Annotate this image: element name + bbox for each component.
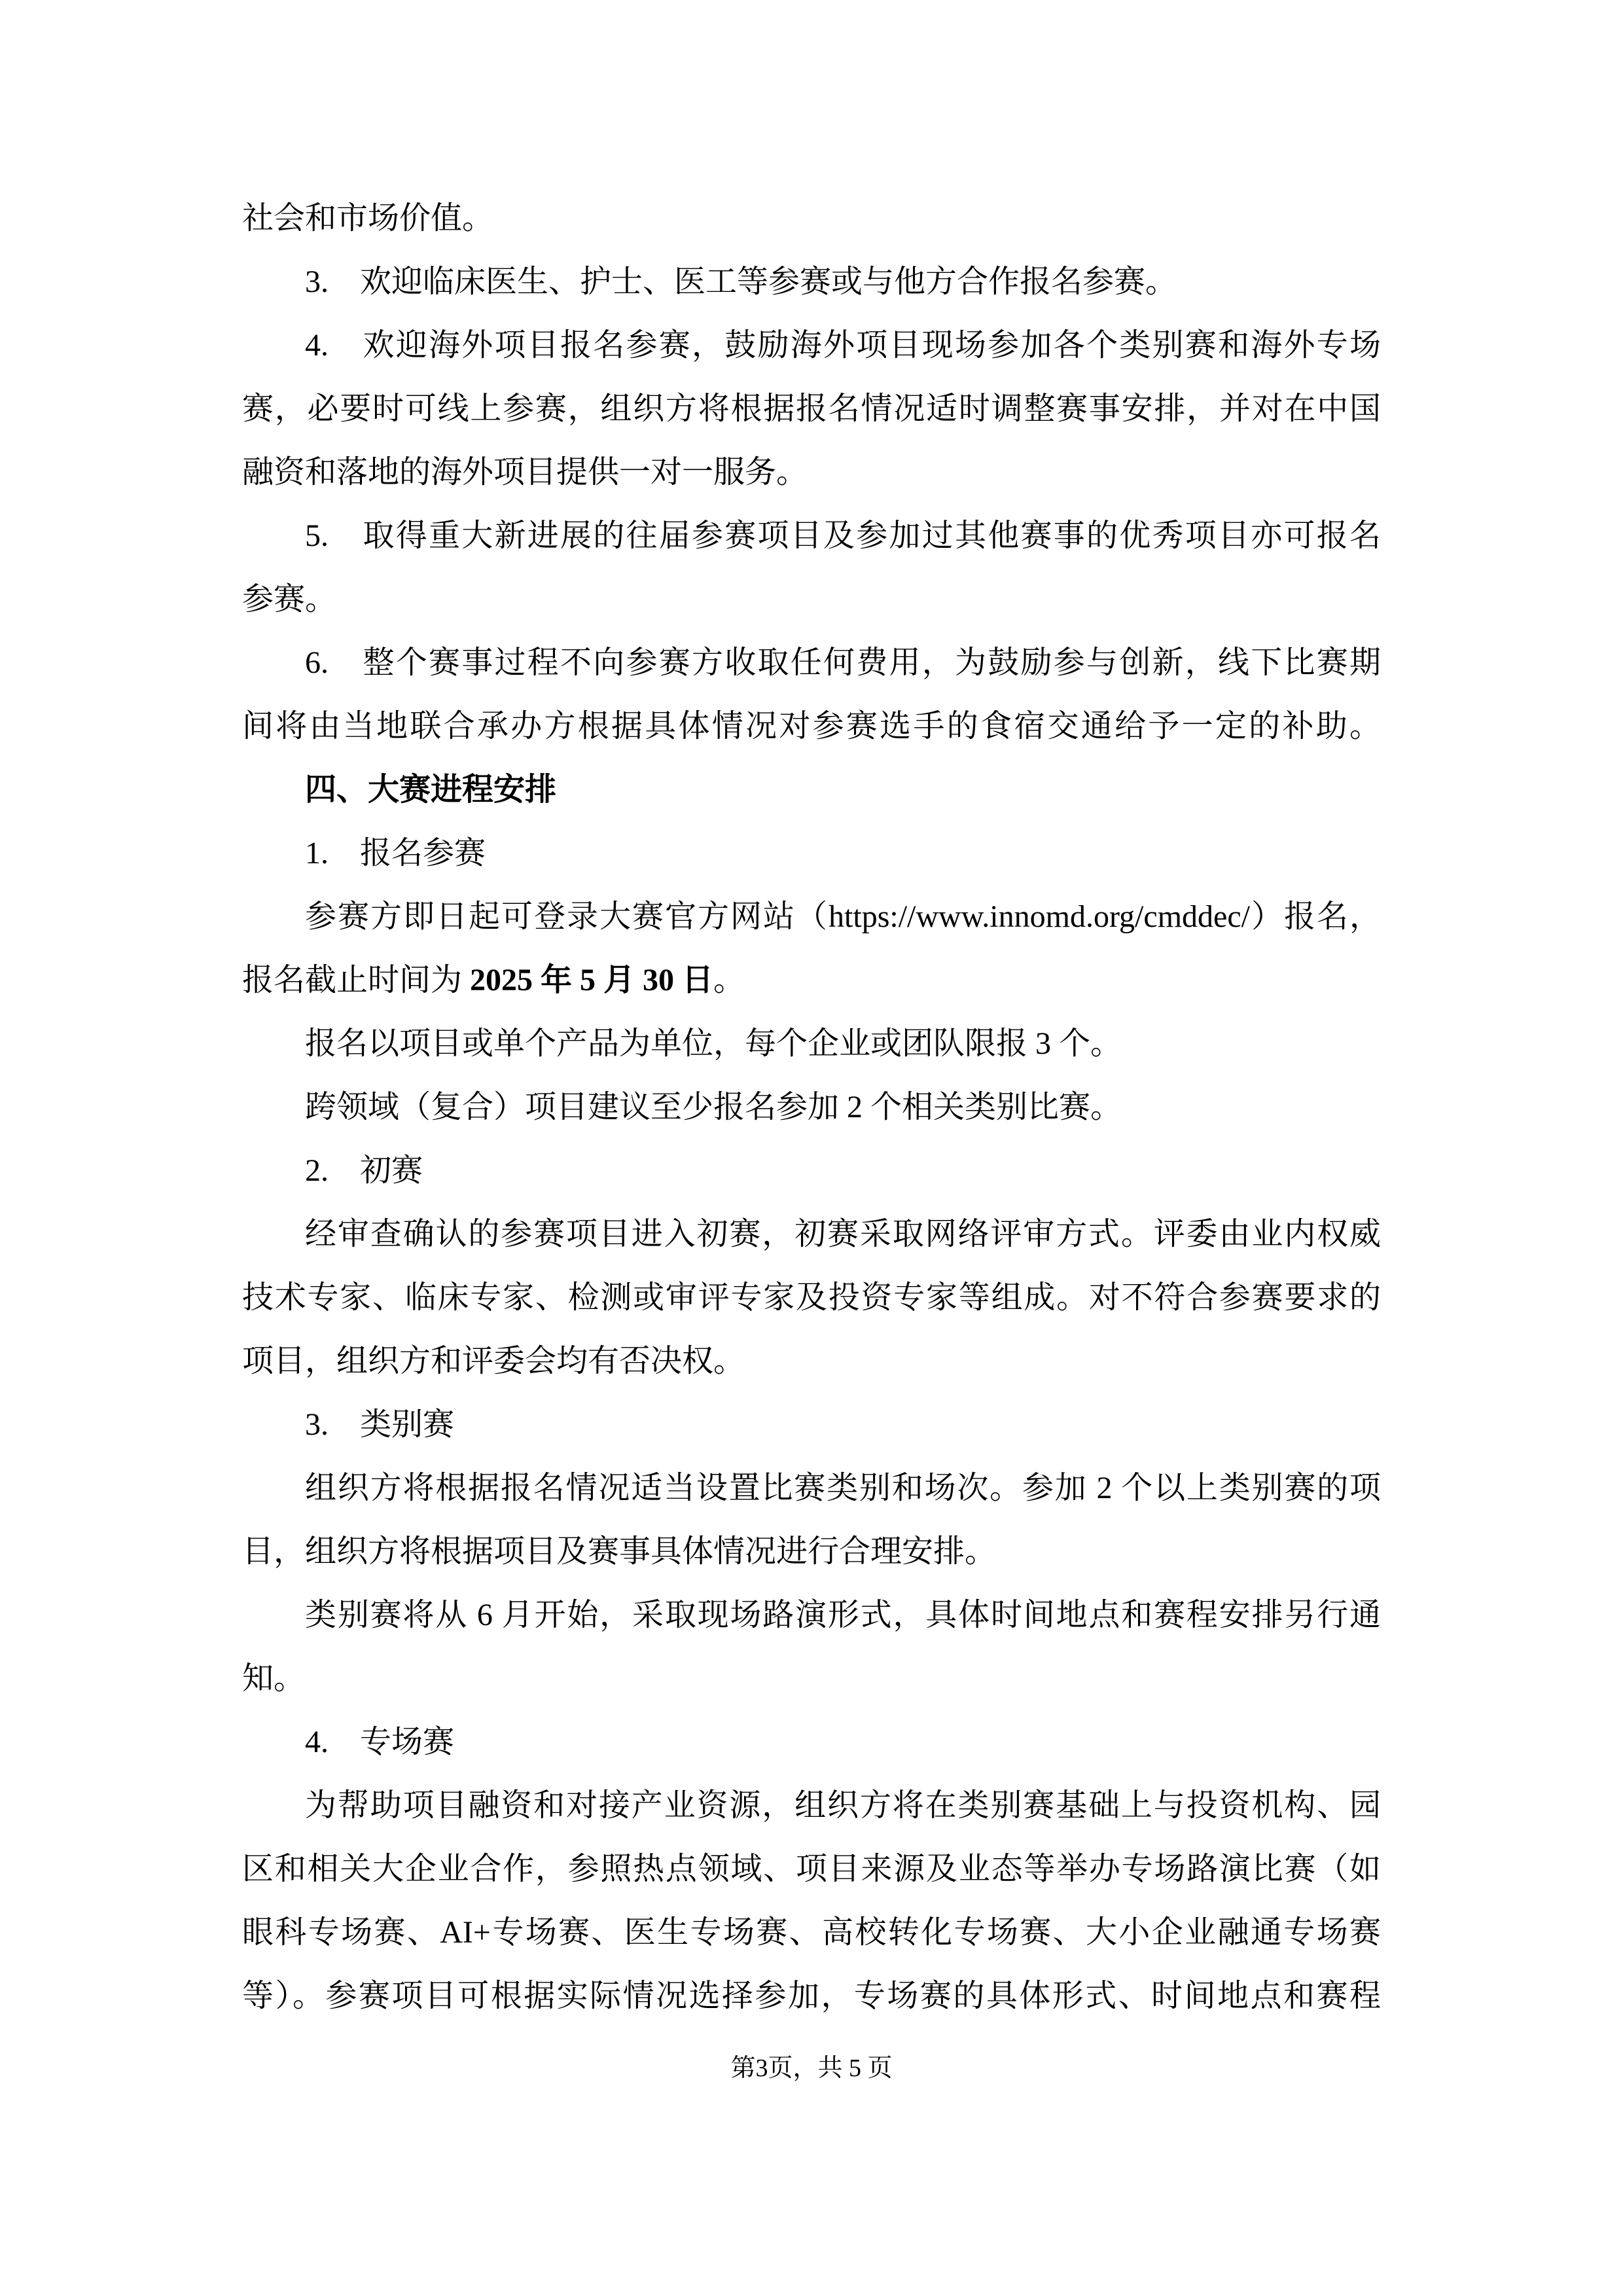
text-line: 参赛方即日起可登录大赛官方网站（https://www.innomd.org/cmddec/）报名， xyxy=(305,899,1381,934)
text-line xyxy=(242,948,1381,1012)
bold-text-segment: 2025 年 5 月 30 日 xyxy=(470,963,714,997)
text-line: 区和相关大企业合作，参照热点领域、项目来源及业态等举办专场路演比赛（如 xyxy=(242,1852,1381,1886)
text-line: 报名以项目或单个产品为单位，每个企业或团队限报 3 个。 xyxy=(305,1026,1122,1061)
text-segment: 报名截止时间为 xyxy=(242,963,471,997)
text-line: 为帮助项目融资和对接产业资源，组织方将在类别赛基础上与投资机构、园 xyxy=(305,1788,1381,1823)
text-line: 2. 初赛 xyxy=(305,1153,423,1188)
text-content xyxy=(242,187,1381,2028)
text-line: 5. 取得重大新进展的往届参赛项目及参加过其他赛事的优秀项目亦可报名 xyxy=(305,518,1381,553)
page-footer: 第3页，共 5 页 xyxy=(730,2054,893,2082)
text-line: 赛，必要时可线上参赛，组织方将根据报名情况适时调整赛事安排，并对在中国 xyxy=(242,391,1381,426)
text-line: 目，组织方将根据项目及赛事具体情况进行合理安排。 xyxy=(242,1534,997,1569)
text-segment: 。 xyxy=(713,963,745,997)
text-line: 经审查确认的参赛项目进入初赛，初赛采取网络评审方式。评委由业内权威 xyxy=(305,1217,1381,1251)
text-line: 融资和落地的海外项目提供一对一服务。 xyxy=(242,455,808,490)
text-line: 4. 欢迎海外项目报名参赛，鼓励海外项目现场参加各个类别赛和海外专场 xyxy=(305,328,1381,363)
text-line: 跨领域（复合）项目建议至少报名参加 2 个相关类别比赛。 xyxy=(305,1090,1122,1124)
text-line: 社会和市场价值。 xyxy=(242,201,494,236)
text-line: 知。 xyxy=(242,1661,306,1696)
text-line: 组织方将根据报名情况适当设置比赛类别和场次。参加 2 个以上类别赛的项 xyxy=(305,1471,1381,1505)
text-line: 3. 欢迎临床医生、护士、医工等参赛或与他方合作报名参赛。 xyxy=(305,264,1177,299)
text-line: 3. 类别赛 xyxy=(305,1407,455,1442)
text-line: 技术专家、临床专家、检测或审评专家及投资专家等组成。对不符合参赛要求的 xyxy=(242,1280,1381,1315)
text-line: 类别赛将从 6 月开始，采取现场路演形式，具体时间地点和赛程安排另行通 xyxy=(305,1598,1381,1632)
text-line: 6. 整个赛事过程不向参赛方收取任何费用，为鼓励参与创新，线下比赛期 xyxy=(305,645,1381,680)
text-line: 间将由当地联合承办方根据具体情况对参赛选手的食宿交通给予一定的补助。 xyxy=(242,709,1381,744)
text-line: 眼科专场赛、AI+专场赛、医生专场赛、高校转化专场赛、大小企业融通专场赛 xyxy=(242,1915,1381,1950)
text-line: 参赛。 xyxy=(242,582,337,617)
section-heading: 四、大赛进程安排 xyxy=(305,772,557,807)
text-line: 等）。参赛项目可根据实际情况选择参加，专场赛的具体形式、时间地点和赛程 xyxy=(242,1979,1381,2013)
text-line: 4. 专场赛 xyxy=(305,1725,455,1759)
text-line: 项目，组织方和评委会均有否决权。 xyxy=(242,1344,745,1378)
text-line: 1. 报名参赛 xyxy=(305,836,486,870)
